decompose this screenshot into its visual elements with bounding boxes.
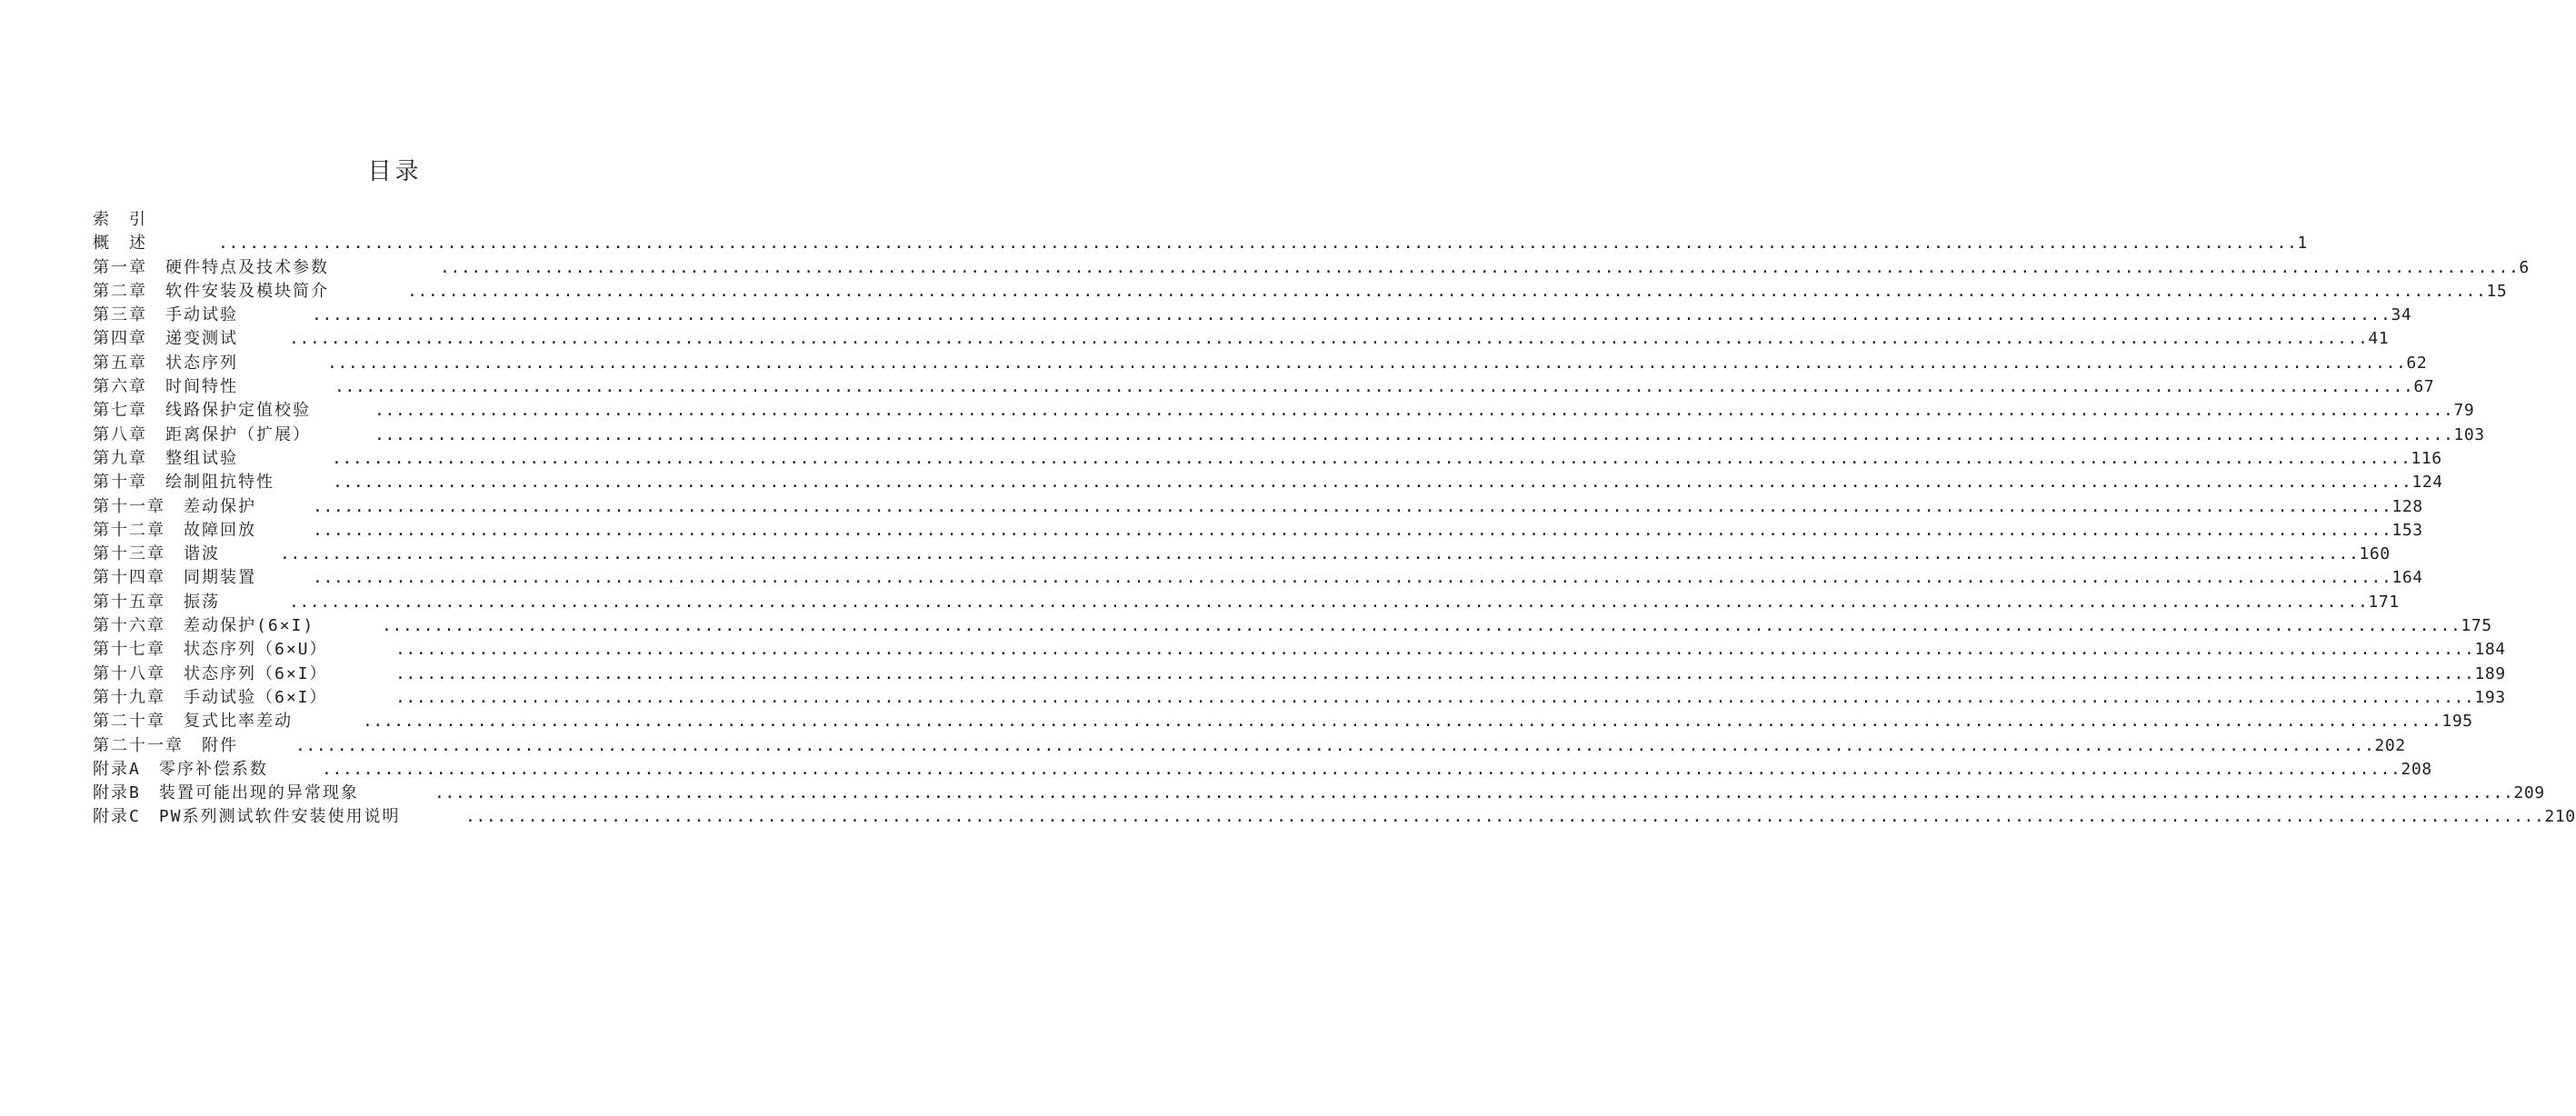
toc-entry-title: 概 述	[93, 234, 147, 254]
toc-entry-leader-and-page	[374, 399, 2475, 423]
dot-leader: ........................................................................................................................................................................................................	[374, 424, 2454, 444]
table-of-contents	[93, 208, 2576, 830]
toc-entry-page: 103	[2453, 424, 2485, 444]
toc-entry-page: 15	[2486, 281, 2508, 301]
toc-entry-page: 193	[2474, 687, 2506, 707]
dot-leader: ........................................................................................................................................................................................................	[395, 687, 2475, 707]
dot-leader: ........................................................................................................................................................................................................	[440, 257, 2520, 277]
toc-entry-title: 第十九章 手动试验（6×I）	[93, 687, 328, 707]
toc-entry-page: 160	[2359, 544, 2391, 564]
toc-entry-page: 62	[2406, 353, 2428, 373]
toc-entry-leader-and-page	[289, 327, 2390, 351]
dot-leader: ........................................................................................................................................................................................................	[218, 234, 2298, 254]
toc-entry-page: 210	[2544, 807, 2576, 827]
toc-entry-title: 第四章 递变测试	[93, 329, 238, 349]
toc-entry-page: 171	[2368, 592, 2400, 612]
toc-entry-title: 第十六章 差动保护(6×I)	[93, 616, 315, 636]
toc-entry-title: 附录B 装置可能出现的异常现象	[93, 783, 359, 803]
toc-entry-page: 124	[2411, 473, 2443, 493]
dot-leader: ........................................................................................................................................................................................................	[407, 281, 2487, 301]
toc-entry[interactable]	[93, 256, 2530, 280]
toc-entry-leader-and-page	[440, 256, 2530, 280]
toc-entry-page: 67	[2413, 377, 2435, 397]
toc-entry[interactable]	[93, 519, 2423, 543]
toc-entry[interactable]	[93, 663, 2506, 686]
dot-leader: ........................................................................................................................................................................................................	[332, 448, 2411, 468]
toc-entry-title: 索 引	[93, 210, 147, 229]
toc-entry[interactable]	[93, 327, 2390, 351]
toc-entry-leader-and-page	[334, 375, 2435, 399]
toc-entry[interactable]	[93, 495, 2423, 519]
toc-entry-page: 209	[2513, 783, 2545, 803]
dot-leader: ........................................................................................................................................................................................................	[289, 592, 2369, 612]
dot-leader: ........................................................................................................................................................................................................	[313, 520, 2392, 540]
toc-entry-page: 1	[2297, 234, 2308, 254]
toc-entry-leader-and-page	[434, 782, 2545, 805]
toc-entry-title: 第七章 线路保护定值校验	[93, 401, 311, 421]
toc-entry-page: 208	[2401, 759, 2432, 779]
toc-entry[interactable]	[93, 447, 2442, 471]
toc-entry-leader-and-page	[313, 495, 2423, 519]
dot-leader: ........................................................................................................................................................................................................	[280, 544, 2360, 564]
toc-entry-title: 第九章 整组试验	[93, 448, 238, 468]
toc-entry-title: 第三章 手动试验	[93, 305, 238, 325]
toc-entry[interactable]	[93, 208, 685, 232]
toc-entry[interactable]	[93, 399, 2475, 423]
toc-entry-page: 175	[2461, 616, 2492, 636]
toc-entry[interactable]	[93, 304, 2412, 327]
toc-entry-leader-and-page	[295, 734, 2406, 758]
toc-entry-page: 202	[2374, 735, 2406, 755]
dot-leader: ........................................................................................................................................................................................................	[313, 568, 2392, 588]
dot-leader: ........................................................................................................................................................................................................	[313, 496, 2392, 516]
toc-entry-leader-and-page	[363, 710, 2473, 733]
toc-entry-title: 第一章 硬件特点及技术参数	[93, 257, 329, 277]
toc-entry-page: 189	[2474, 663, 2506, 683]
dot-leader: ........................................................................................................................................................................................................	[395, 640, 2475, 660]
toc-entry-leader-and-page	[374, 423, 2485, 447]
dot-leader: ........................................................................................................................................................................................................	[434, 783, 2514, 803]
toc-entry-title: 第五章 状态序列	[93, 353, 238, 373]
toc-entry-title: 第十章 绘制阻抗特性	[93, 473, 275, 493]
toc-entry-title: 附录C PW系列测试软件安装使用说明	[93, 807, 401, 827]
toc-entry[interactable]	[93, 543, 2391, 566]
toc-entry-leader-and-page	[382, 614, 2492, 638]
toc-entry-leader-and-page	[313, 519, 2423, 543]
toc-entry-page: 164	[2391, 568, 2423, 588]
toc-entry-page: 195	[2441, 712, 2473, 732]
toc-entry[interactable]	[93, 591, 2400, 614]
toc-entry-leader-and-page	[332, 447, 2442, 471]
toc-entry-page: 34	[2391, 305, 2412, 325]
toc-entry[interactable]	[93, 352, 2428, 375]
toc-entry-leader-and-page	[327, 352, 2428, 375]
toc-entry[interactable]	[93, 782, 2545, 805]
toc-entry-title: 第十七章 状态序列（6×U）	[93, 640, 328, 660]
toc-entry[interactable]	[93, 423, 2485, 447]
toc-entry[interactable]	[93, 614, 2492, 638]
toc-entry-title: 第十二章 故障回放	[93, 520, 256, 540]
toc-entry-leader-and-page	[333, 471, 2443, 494]
toc-entry[interactable]	[93, 758, 2432, 782]
toc-entry[interactable]	[93, 638, 2506, 662]
toc-entry[interactable]	[93, 232, 2308, 255]
toc-entry-page: 116	[2411, 448, 2442, 468]
toc-entry-title: 第二十章 复式比率差动	[93, 712, 293, 732]
dot-leader: ........................................................................................................................................................................................................	[289, 329, 2369, 349]
toc-entry-title: 第二章 软件安装及模块简介	[93, 281, 329, 301]
toc-entry-leader-and-page	[280, 543, 2391, 566]
toc-entry-title: 第二十一章 附件	[93, 735, 238, 755]
toc-entry-leader-and-page	[465, 805, 2576, 829]
toc-entry[interactable]	[93, 734, 2406, 758]
toc-entry-leader-and-page	[289, 591, 2400, 614]
toc-entry-title: 第十四章 同期装置	[93, 568, 256, 588]
toc-entry-page: 128	[2391, 496, 2423, 516]
dot-leader: ........................................................................................................................................................................................................	[395, 663, 2475, 683]
toc-entry-title: 第十五章 振荡	[93, 592, 220, 612]
toc-entry-page: 184	[2474, 640, 2506, 660]
dot-leader: ........................................................................................................................................................................................................	[333, 473, 2412, 493]
toc-entry-leader-and-page	[312, 304, 2412, 327]
dot-leader: ........................................................................................................................................................................................................	[322, 759, 2401, 779]
toc-entry[interactable]	[93, 280, 2508, 304]
toc-entry[interactable]	[93, 710, 2473, 733]
toc-entry[interactable]	[93, 686, 2506, 710]
toc-entry-title: 附录A 零序补偿系数	[93, 759, 268, 779]
dot-leader: ........................................................................................................................................................................................................	[334, 377, 2414, 397]
dot-leader: ........................................................................................................................................................................................................	[382, 616, 2461, 636]
toc-entry-leader-and-page	[218, 232, 2308, 255]
toc-entry-title: 第十八章 状态序列（6×I）	[93, 663, 328, 683]
toc-entry-page: 6	[2519, 257, 2530, 277]
toc-entry[interactable]	[93, 471, 2443, 494]
toc-entry[interactable]	[93, 375, 2435, 399]
toc-entry-page: 41	[2368, 329, 2390, 349]
toc-entry-leader-and-page	[395, 686, 2506, 710]
toc-entry-title: 第八章 距离保护（扩展）	[93, 424, 311, 444]
toc-entry-title: 第六章 时间特性	[93, 377, 238, 397]
toc-entry-leader-and-page	[407, 280, 2508, 304]
dot-leader: ........................................................................................................................................................................................................	[295, 735, 2375, 755]
toc-entry-leader-and-page	[395, 638, 2506, 662]
toc-entry-leader-and-page	[313, 566, 2423, 590]
dot-leader: ........................................................................................................................................................................................................	[465, 807, 2545, 827]
dot-leader: ........................................................................................................................................................................................................	[374, 401, 2454, 421]
toc-entry-leader-and-page	[395, 663, 2506, 686]
toc-entry-leader-and-page	[322, 758, 2432, 782]
toc-entry-page: 79	[2453, 401, 2475, 421]
dot-leader: ........................................................................................................................................................................................................	[363, 712, 2442, 732]
toc-entry[interactable]	[93, 566, 2423, 590]
dot-leader: ........................................................................................................................................................................................................	[327, 353, 2407, 373]
toc-entry-title: 第十三章 谐波	[93, 544, 220, 564]
toc-entry[interactable]	[93, 805, 2576, 829]
dot-leader: ........................................................................................................................................................................................................	[312, 305, 2391, 325]
toc-entry-title: 第十一章 差动保护	[93, 496, 256, 516]
toc-entry-page: 153	[2391, 520, 2423, 540]
page-title: 目录	[367, 158, 423, 185]
